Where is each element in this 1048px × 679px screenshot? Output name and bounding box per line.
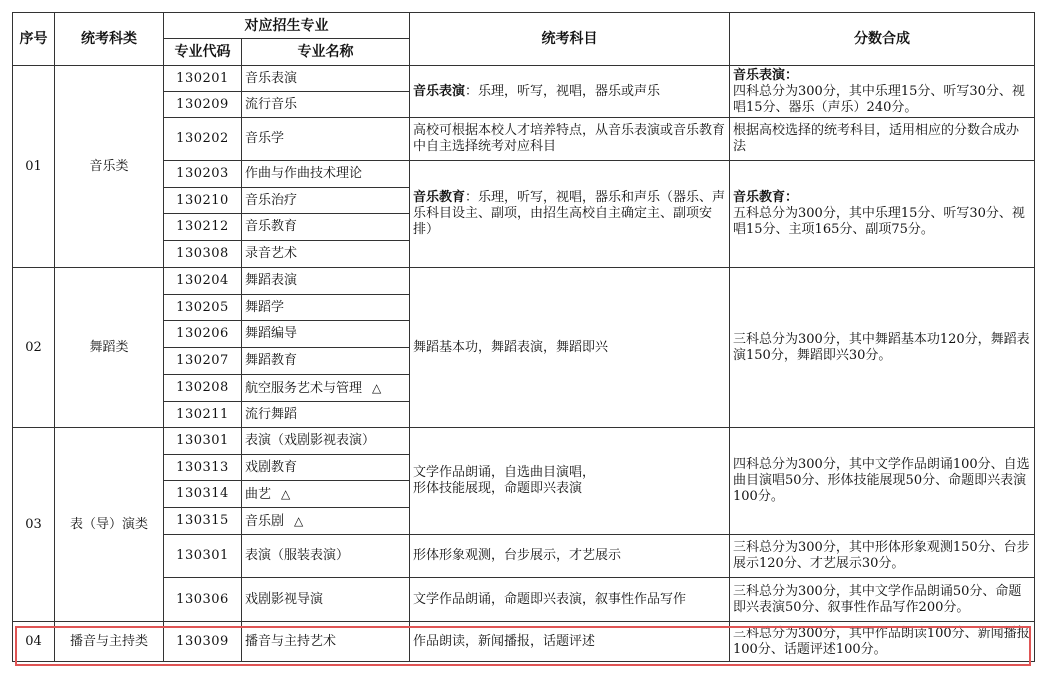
major-name: 舞蹈教育 <box>242 348 410 375</box>
major-code: 130204 <box>164 268 242 295</box>
major-name: 录音艺术 <box>242 241 410 268</box>
subjects-cell <box>410 161 730 268</box>
major-code: 130315 <box>164 508 242 535</box>
score-cell: 三科总分为300分，其中形体形象观测150分、台步展示120分、才艺展示30分。 <box>730 535 1035 578</box>
major-name: 舞蹈学 <box>242 295 410 321</box>
major-code: 130306 <box>164 578 242 622</box>
seq-cell: 03 <box>13 428 55 622</box>
major-name: 舞蹈表演 <box>242 268 410 295</box>
header-code: 专业代码 <box>164 39 242 66</box>
header-major-group: 对应招生专业 <box>164 13 410 39</box>
major-code: 130211 <box>164 402 242 428</box>
major-name: 音乐学 <box>242 118 410 161</box>
header-category: 统考科类 <box>55 13 164 66</box>
major-name: 播音与主持艺术 <box>242 622 410 662</box>
subjects-cell: 形体形象观测，台步展示，才艺展示 <box>410 535 730 578</box>
major-name: 戏剧教育 <box>242 455 410 481</box>
subject-text: ：乐理，听写，视唱，器乐和声乐（器乐、声乐科目设主、副项，由招生高校自主确定主、副项安排） <box>413 190 726 237</box>
major-name: 作曲与作曲技术理论 <box>242 161 410 188</box>
table-row <box>13 268 1035 295</box>
major-code: 130201 <box>164 66 242 92</box>
major-code: 130314 <box>164 481 242 508</box>
triangle-mark-icon: △ <box>294 513 304 528</box>
major-code: 130206 <box>164 321 242 348</box>
category-cell: 播音与主持类 <box>55 622 164 662</box>
major-name: 音乐剧 <box>245 513 285 529</box>
major-name: 音乐治疗 <box>242 188 410 214</box>
major-code: 130208 <box>164 375 242 402</box>
admission-table <box>12 12 1035 662</box>
major-name: 流行音乐 <box>242 92 410 118</box>
major-code: 130308 <box>164 241 242 268</box>
major-name: 舞蹈编导 <box>242 321 410 348</box>
major-name-cell <box>242 375 410 402</box>
table-row <box>13 118 1035 161</box>
major-code: 130209 <box>164 92 242 118</box>
score-cell: 根据高校选择的统考科目，适用相应的分数合成办法 <box>730 118 1035 161</box>
score-cell <box>730 161 1035 268</box>
score-cell: 四科总分为300分，其中文学作品朗诵100分、自选曲目演唱50分、形体技能展现50分、命题即兴表演100分。 <box>730 428 1035 535</box>
subjects-cell <box>410 428 730 535</box>
table-row <box>13 66 1035 92</box>
admission-table-container <box>12 12 1035 662</box>
triangle-mark-icon: △ <box>372 380 382 395</box>
major-name-cell <box>242 508 410 535</box>
major-code: 130210 <box>164 188 242 214</box>
header-row <box>13 13 1035 39</box>
major-name: 表演（戏剧影视表演） <box>242 428 410 455</box>
subjects-cell: 舞蹈基本功，舞蹈表演，舞蹈即兴 <box>410 268 730 428</box>
category-cell: 表（导）演类 <box>55 428 164 622</box>
major-code: 130212 <box>164 214 242 241</box>
major-code: 130313 <box>164 455 242 481</box>
major-name: 音乐表演 <box>242 66 410 92</box>
major-code: 130207 <box>164 348 242 375</box>
major-name: 戏剧影视导演 <box>242 578 410 622</box>
major-name: 表演（服装表演） <box>242 535 410 578</box>
category-cell: 舞蹈类 <box>55 268 164 428</box>
score-text: 五科总分为300分，其中乐理15分、听写30分、视唱15分、主项165分、副项75分。 <box>733 206 1025 237</box>
subjects-cell: 作品朗读，新闻播报，话题评述 <box>410 622 730 662</box>
subject-title: 音乐表演 <box>413 83 466 99</box>
major-code: 130301 <box>164 535 242 578</box>
major-name-cell <box>242 481 410 508</box>
score-cell: 三科总分为300分，其中作品朗读100分、新闻播报100分、话题评述100分。 <box>730 622 1035 662</box>
seq-cell: 02 <box>13 268 55 428</box>
subjects-cell: 文学作品朗诵，命题即兴表演，叙事性作品写作 <box>410 578 730 622</box>
subjects-cell: 高校可根据本校人才培养特点，从音乐表演或音乐教育中自主选择统考对应科目 <box>410 118 730 161</box>
score-cell: 三科总分为300分，其中文学作品朗诵50分、命题即兴表演50分、叙事性作品写作200分。 <box>730 578 1035 622</box>
major-name: 曲艺 <box>245 486 272 502</box>
triangle-mark-icon: △ <box>281 486 291 501</box>
header-name: 专业名称 <box>242 39 410 66</box>
score-text: 四科总分为300分，其中乐理15分、听写30分、视唱15分、器乐（声乐）240分。 <box>733 83 1025 115</box>
subjects-cell <box>410 66 730 118</box>
major-name: 流行舞蹈 <box>242 402 410 428</box>
major-name: 音乐教育 <box>242 214 410 241</box>
major-code: 130205 <box>164 295 242 321</box>
subject-title: 音乐教育 <box>413 190 466 205</box>
score-cell <box>730 66 1035 118</box>
major-code: 130202 <box>164 118 242 161</box>
table-row <box>13 622 1035 662</box>
major-name: 航空服务艺术与管理 <box>245 380 363 396</box>
score-title: 音乐教育： <box>733 190 799 205</box>
table-row <box>13 535 1035 578</box>
seq-cell: 04 <box>13 622 55 662</box>
subject-line-2: 形体技能展现，命题即兴表演 <box>413 481 583 496</box>
table-row <box>13 428 1035 455</box>
score-cell: 三科总分为300分，其中舞蹈基本功120分，舞蹈表演150分，舞蹈即兴30分。 <box>730 268 1035 428</box>
major-code: 130203 <box>164 161 242 188</box>
score-title: 音乐表演： <box>733 67 799 83</box>
subject-line-1: 文学作品朗诵，自选曲目演唱， <box>413 465 596 480</box>
subject-text: ：乐理，听写，视唱，器乐或声乐 <box>465 83 661 99</box>
header-subjects: 统考科目 <box>410 13 730 66</box>
table-row <box>13 578 1035 622</box>
table-row <box>13 161 1035 188</box>
seq-cell: 01 <box>13 66 55 268</box>
header-seq: 序号 <box>13 13 55 66</box>
category-cell: 音乐类 <box>55 66 164 268</box>
major-code: 130301 <box>164 428 242 455</box>
header-score: 分数合成 <box>730 13 1035 66</box>
major-code: 130309 <box>164 622 242 662</box>
